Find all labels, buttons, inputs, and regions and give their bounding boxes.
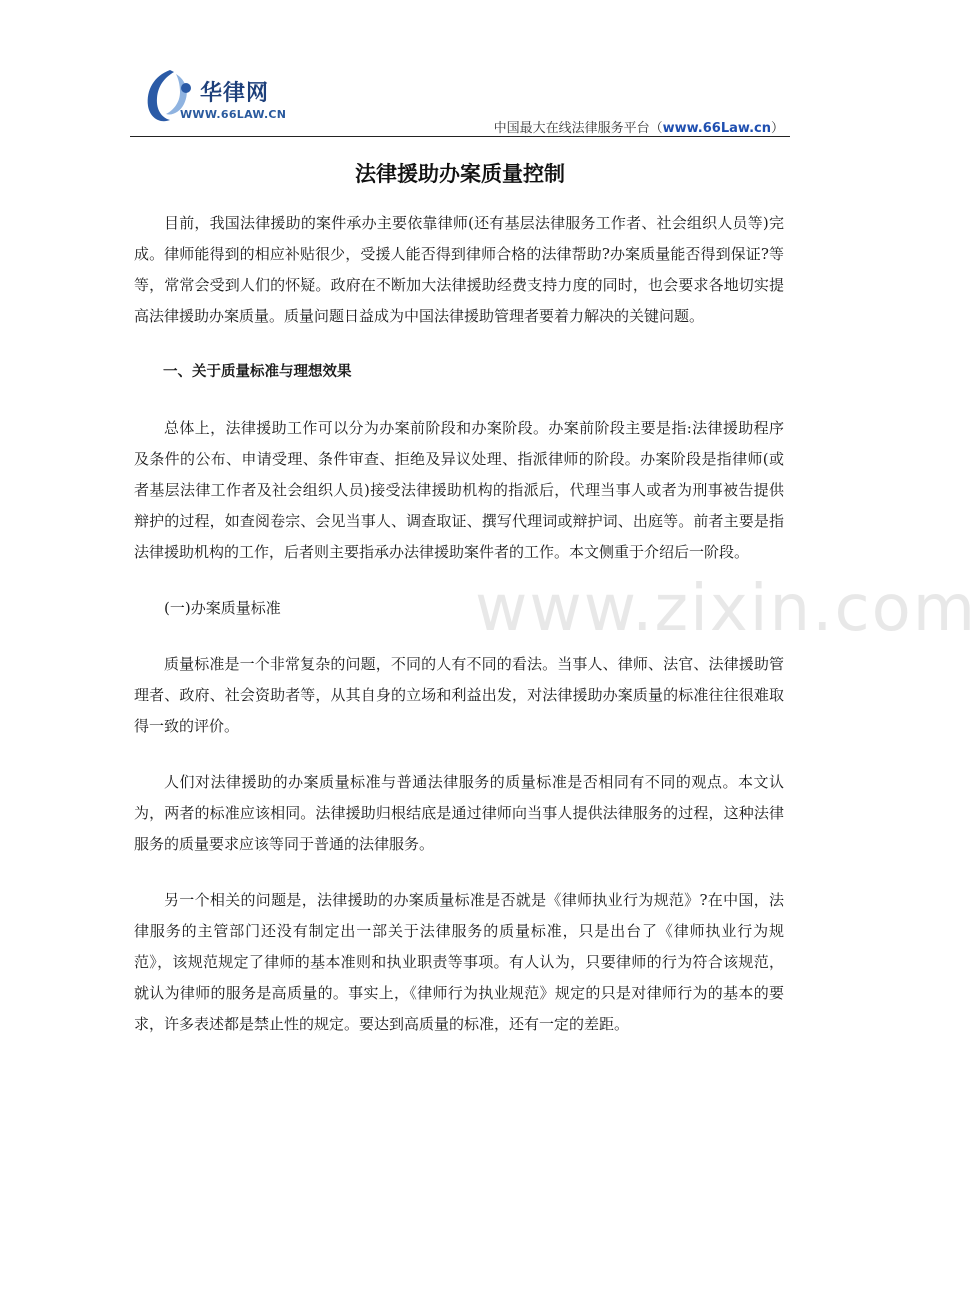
header-divider [130,136,790,137]
site-logo[interactable] [140,66,300,132]
subsection-heading: (一)办案质量标准 [164,599,281,617]
section-heading: 一、关于质量标准与理想效果 [163,364,352,380]
paragraph-code-of-conduct: 另一个相关的问题是，法律援助的办案质量标准是否就是《律师执业行为规范》?在中国，法律服务的主管部门还没有制定出一部关于法律服务的质量标准，只是出台了《律师执业行为规范》，该规范规定了律师的基本准则和执业职责等事项。有人认为，只要律师的行为符合该规范，就认为律师的服务是高质量的。事实上，《律师行为执业规范》规定的只是对律师行为的基本的要求，许多表述都是禁止性的规定。要达到高质量的标准，还有一定的差距。 [134,891,784,1033]
page-header [0,0,920,140]
tagline-prefix: 中国最大在线法律服务平台（ [493,121,663,136]
logo-swoosh-icon [140,66,200,132]
paragraph-comparison: 人们对法律援助的办案质量标准与普通法律服务的质量标准是否相同有不同的观点。本文认为，两者的标准应该相同。法律援助归根结底是通过律师向当事人提供法律服务的过程，这种法律服务的质量要求应该等同于普通的法律服务。 [134,773,784,853]
header-tagline [494,117,784,136]
document-title: 法律援助办案质量控制 [355,162,565,186]
paragraph-intro: 目前，我国法律援助的案件承办主要依靠律师(还有基层法律服务工作者、社会组织人员等)完成。律师能得到的相应补贴很少，受援人能否得到律师合格的法律帮助?办案质量能否得到保证?等等，常常会受到人们的怀疑。政府在不断加大法律援助经费支持力度的同时，也会要求各地切实提高法律援助办案质量。质量问题日益成为中国法律援助管理者要着力解决的关键问题。 [134,214,784,325]
tagline-suffix: ） [770,121,784,136]
paragraph-stages: 总体上，法律援助工作可以分为办案前阶段和办案阶段。办案前阶段主要是指:法律援助程序及条件的公布、申请受理、条件审查、拒绝及异议处理、指派律师的阶段。办案阶段是指律师(或者基层法律工作者及社会组织人员)接受法律援助机构的指派后，代理当事人或者为刑事被告提供辩护的过程，如查阅卷宗、会见当事人、调查取证、撰写代理词或辩护词、出庭等。前者主要是指法律援助机构的工作，后者则主要指承办法律援助案件者的工作。本文侧重于介绍后一阶段。 [134,419,784,561]
logo-name: 华律网 [200,81,270,106]
site-link[interactable]: www.66Law.cn [662,121,771,136]
watermark: www.zixin.com [475,572,977,646]
logo-url: WWW.66LAW.CN [180,108,287,121]
paragraph-standard: 质量标准是一个非常复杂的问题，不同的人有不同的看法。当事人、律师、法官、法律援助管理者、政府、社会资助者等，从其自身的立场和利益出发，对法律援助办案质量的标准往往很难取得一致的评价。 [134,655,784,735]
